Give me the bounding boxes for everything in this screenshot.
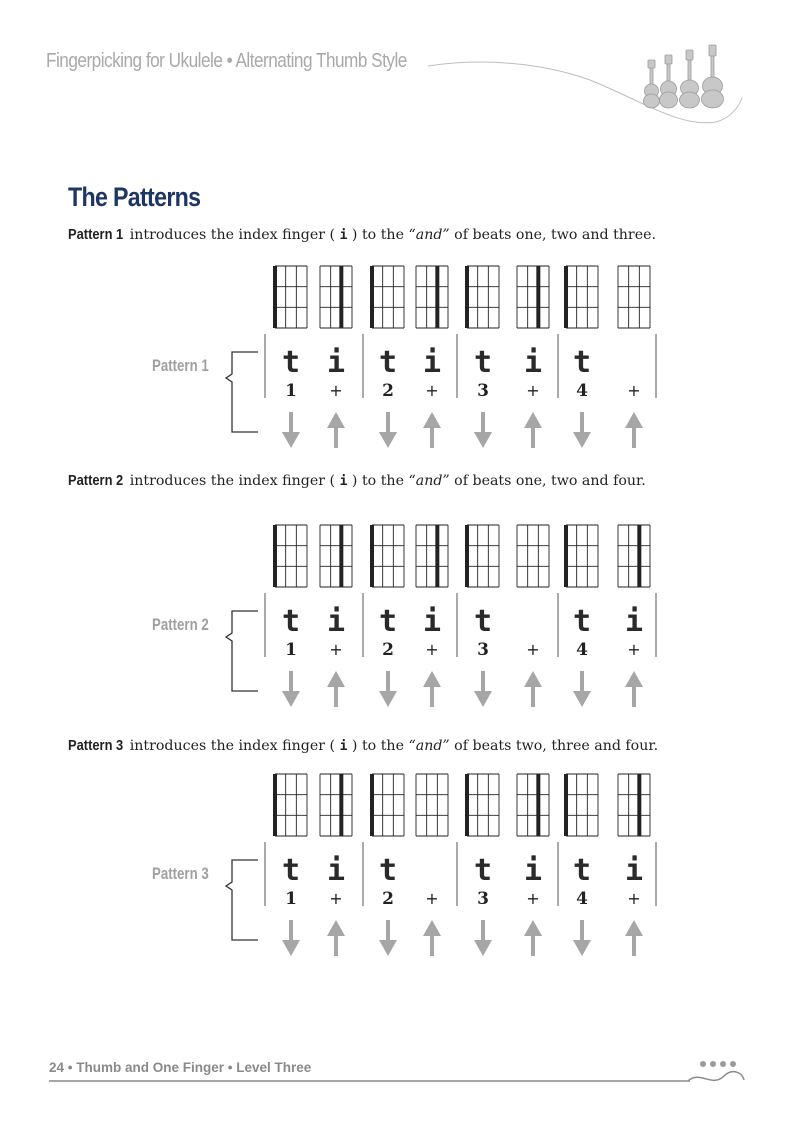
finger-letter: t <box>281 604 301 639</box>
beat-count: + <box>329 640 343 659</box>
down-arrow-icon <box>573 920 591 956</box>
intro-finger-letter: i <box>339 739 348 754</box>
string-grid <box>566 266 598 328</box>
intro-finger-letter: i <box>339 474 348 489</box>
page-footer: 24 • Thumb and One Finger • Level Three <box>49 1060 312 1075</box>
pattern-block-1 <box>0 262 794 462</box>
string-grid <box>416 266 448 328</box>
finger-letter: t <box>378 345 398 380</box>
pattern-label: Pattern 3 <box>152 864 209 883</box>
pattern-block-3 <box>0 770 794 970</box>
beat-count: 3 <box>477 640 489 660</box>
up-arrow-icon <box>625 412 643 448</box>
pattern-intro-1: Pattern 1 introduces the index finger ( i ) to the “and” of beats one, two and three. <box>68 226 657 243</box>
beat-count: + <box>425 381 439 400</box>
up-arrow-icon <box>327 920 345 956</box>
intro-pattern-name: Pattern 1 <box>68 226 124 243</box>
beat-count: + <box>425 889 439 908</box>
string-grid <box>467 774 499 836</box>
string-grid <box>416 525 448 587</box>
beat-count: + <box>329 889 343 908</box>
string-grid <box>566 525 598 587</box>
finger-letter: t <box>378 604 398 639</box>
string-grid <box>618 774 650 836</box>
down-arrow-icon <box>474 920 492 956</box>
string-grid <box>618 266 650 328</box>
pattern-intro-3: Pattern 3 introduces the index finger ( i ) to the “and” of beats two, three and four. <box>68 737 659 754</box>
beat-count: + <box>526 381 540 400</box>
beat-count: 3 <box>477 889 489 909</box>
beat-count: + <box>526 640 540 659</box>
header-decoration <box>0 0 794 160</box>
pattern-label: Pattern 2 <box>152 615 209 634</box>
down-arrow-icon <box>379 920 397 956</box>
beat-count: 4 <box>576 381 588 401</box>
string-grid <box>618 525 650 587</box>
string-grid <box>320 525 352 587</box>
bracket-icon <box>226 352 258 432</box>
intro-pattern-name: Pattern 2 <box>68 472 124 489</box>
up-arrow-icon <box>625 920 643 956</box>
beat-count: 2 <box>382 640 394 660</box>
string-grid <box>372 525 404 587</box>
string-grid <box>372 774 404 836</box>
beat-count: 2 <box>382 381 394 401</box>
ukulele-family-icon <box>644 45 724 108</box>
string-grid <box>372 266 404 328</box>
up-arrow-icon <box>327 671 345 707</box>
string-grid <box>320 266 352 328</box>
up-arrow-icon <box>524 671 542 707</box>
beat-count: 1 <box>285 889 297 909</box>
down-arrow-icon <box>573 671 591 707</box>
intro-pattern-name: Pattern 3 <box>68 737 124 754</box>
intro-finger-letter: i <box>339 228 348 243</box>
finger-letter: t <box>473 345 493 380</box>
dots-icon <box>700 1061 736 1067</box>
beat-count: 3 <box>477 381 489 401</box>
finger-letter: t <box>473 604 493 639</box>
finger-letter: i <box>624 604 644 639</box>
string-grid <box>320 774 352 836</box>
pattern-intro-2: Pattern 2 introduces the index finger ( i ) to the “and” of beats one, two and four. <box>68 472 646 489</box>
up-arrow-icon <box>423 412 441 448</box>
beat-count: 1 <box>285 381 297 401</box>
beat-count: + <box>627 640 641 659</box>
string-grid <box>566 774 598 836</box>
finger-letter: i <box>523 853 543 888</box>
down-arrow-icon <box>379 671 397 707</box>
finger-letter: t <box>572 604 592 639</box>
up-arrow-icon <box>327 412 345 448</box>
string-grid <box>467 266 499 328</box>
finger-letter: i <box>326 604 346 639</box>
string-grid <box>416 774 448 836</box>
finger-letter: i <box>523 345 543 380</box>
down-arrow-icon <box>573 412 591 448</box>
pattern-label: Pattern 1 <box>152 356 209 375</box>
beat-count: + <box>329 381 343 400</box>
down-arrow-icon <box>282 920 300 956</box>
bracket-icon <box>226 860 258 940</box>
string-grid <box>517 525 549 587</box>
beat-count: 2 <box>382 889 394 909</box>
pattern-block-2 <box>0 521 794 721</box>
beat-count: + <box>627 889 641 908</box>
beat-count: + <box>627 381 641 400</box>
up-arrow-icon <box>423 920 441 956</box>
down-arrow-icon <box>282 412 300 448</box>
string-grid <box>275 774 307 836</box>
finger-letter: i <box>326 853 346 888</box>
bracket-icon <box>226 611 258 691</box>
finger-letter: i <box>326 345 346 380</box>
string-grid <box>467 525 499 587</box>
finger-letter: i <box>422 345 442 380</box>
beat-count: 4 <box>576 640 588 660</box>
finger-letter: t <box>572 345 592 380</box>
finger-letter: i <box>624 853 644 888</box>
beat-count: + <box>526 889 540 908</box>
down-arrow-icon <box>474 671 492 707</box>
finger-letter: t <box>378 853 398 888</box>
string-grid <box>275 266 307 328</box>
finger-letter: t <box>281 853 301 888</box>
up-arrow-icon <box>524 920 542 956</box>
string-grid <box>517 266 549 328</box>
down-arrow-icon <box>379 412 397 448</box>
beat-count: 4 <box>576 889 588 909</box>
finger-letter: t <box>572 853 592 888</box>
finger-letter: t <box>281 345 301 380</box>
finger-letter: i <box>422 604 442 639</box>
running-header-title: Fingerpicking for Ukulele • Alternating Thumb Style <box>46 50 407 72</box>
beat-count: + <box>425 640 439 659</box>
up-arrow-icon <box>423 671 441 707</box>
up-arrow-icon <box>524 412 542 448</box>
string-grid <box>275 525 307 587</box>
down-arrow-icon <box>474 412 492 448</box>
down-arrow-icon <box>282 671 300 707</box>
string-grid <box>517 774 549 836</box>
finger-letter: t <box>473 853 493 888</box>
up-arrow-icon <box>625 671 643 707</box>
section-title: The Patterns <box>68 182 201 212</box>
beat-count: 1 <box>285 640 297 660</box>
